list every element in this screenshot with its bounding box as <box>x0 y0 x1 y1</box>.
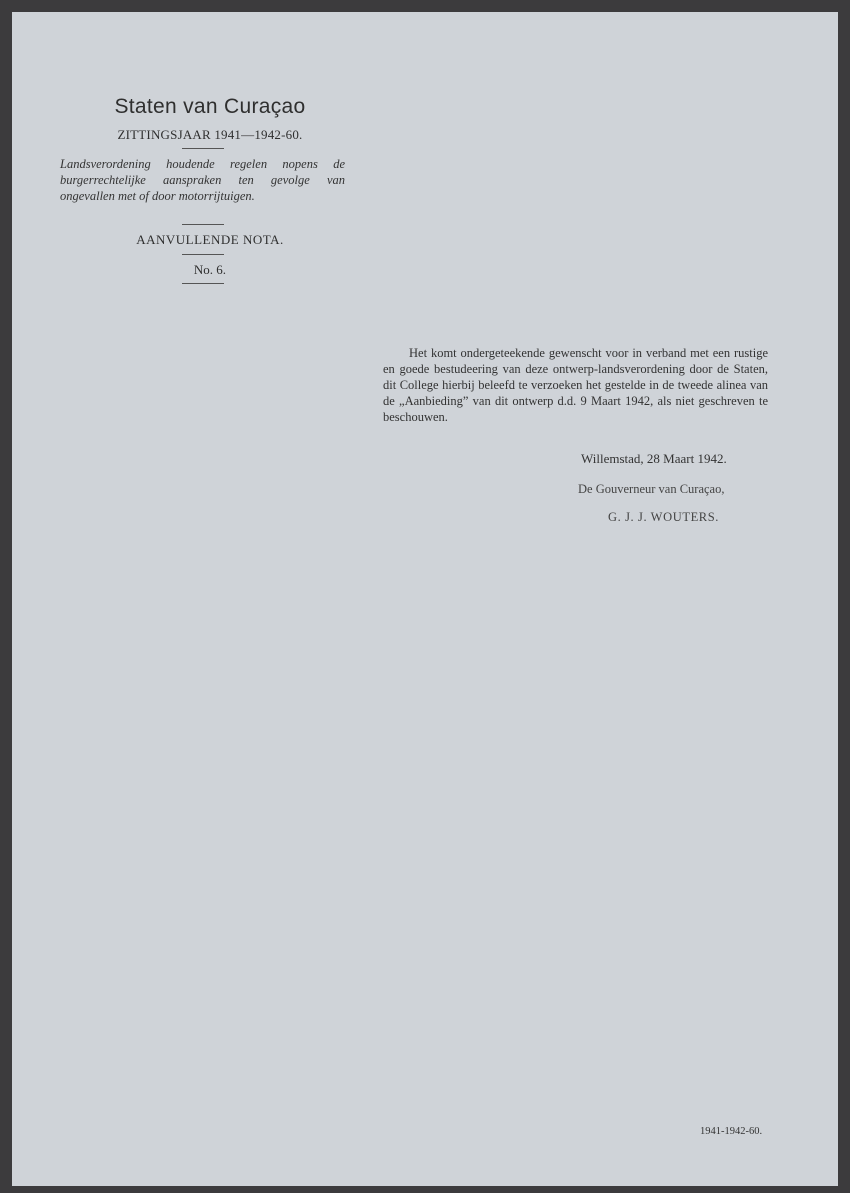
divider-rule <box>182 283 224 284</box>
subject-line: Landsverordening houdende regelen nopens de burgerrechtelijke aanspraken ten gevolge van ongevallen met of door motorrijtuigen. <box>60 157 345 203</box>
divider-rule <box>182 148 224 149</box>
session-year: ZITTINGSJAAR 1941—1942-60. <box>117 127 303 142</box>
document-title: Staten van Curaçao <box>114 95 306 118</box>
divider-rule <box>182 224 224 225</box>
nota-label: AANVULLENDE NOTA. <box>136 232 284 247</box>
governor-title: De Gouverneur van Curaçao, <box>578 482 725 496</box>
nota-number: No. 6. <box>193 262 227 277</box>
divider-rule <box>182 254 224 255</box>
body-paragraph: Het komt ondergeteekende gewenscht voor in verband met een rustige en goede bestudeering van deze ontwerp-landsverordening door de Staten, dit College hierbij beleefd te verzoeken het gestelde in de tweede alinea van de „Aanbieding” van dit ontwerp d.d. 9 Maart 1942, als niet geschreven te beschouwen. <box>383 346 768 424</box>
footer-code: 1941-1942-60. <box>700 1126 763 1137</box>
governor-signature-name: G. J. J. WOUTERS. <box>608 510 720 524</box>
place-date: Willemstad, 28 Maart 1942. <box>581 451 727 466</box>
